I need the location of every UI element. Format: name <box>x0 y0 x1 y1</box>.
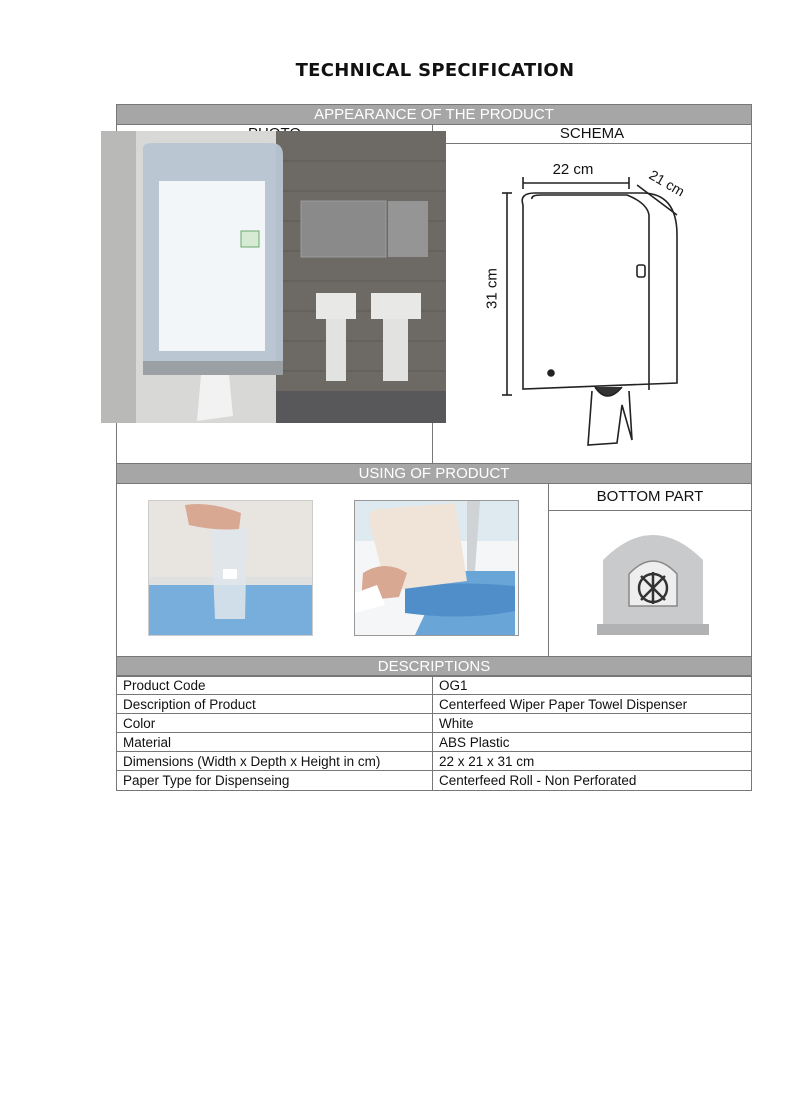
schema-label: SCHEMA <box>559 125 625 142</box>
table-row <box>117 675 751 695</box>
table-row <box>117 694 751 714</box>
spec-key: Material <box>123 735 172 750</box>
spec-value: 22 x 21 x 31 cm <box>439 754 535 769</box>
table-row <box>117 770 751 790</box>
spec-key: Dimensions (Width x Depth x Height in cm) <box>123 754 381 769</box>
spec-key: Description of Product <box>123 697 256 712</box>
appearance-band: APPEARANCE OF THE PRODUCT <box>117 105 751 125</box>
spec-key: Product Code <box>123 678 206 693</box>
descriptions-band: DESCRIPTIONS <box>117 656 751 677</box>
bottom-part-label: BOTTOM PART <box>596 488 704 505</box>
table-row <box>117 732 751 752</box>
table-row <box>117 713 751 733</box>
spec-value: Centerfeed Wiper Paper Towel Dispenser <box>439 697 688 712</box>
usage-photo-refill <box>354 500 519 636</box>
dim-height-label: 31 cm <box>483 268 501 309</box>
spec-sheet <box>116 104 752 791</box>
spec-value: White <box>439 716 474 731</box>
spec-value: ABS Plastic <box>439 735 510 750</box>
spec-value: Centerfeed Roll - Non Perforated <box>439 773 637 788</box>
spec-value: OG1 <box>439 678 468 693</box>
dim-width-label: 22 cm <box>552 161 594 178</box>
bottom-part-image <box>595 530 711 635</box>
spec-key: Paper Type for Dispenseing <box>123 773 290 788</box>
page-title: TECHNICAL SPECIFICATION <box>295 60 575 81</box>
usage-photo-open <box>148 500 313 636</box>
using-band: USING OF PRODUCT <box>117 463 751 484</box>
spec-key: Color <box>123 716 156 731</box>
product-photo <box>101 131 446 423</box>
product-schema <box>477 155 697 455</box>
table-row <box>117 751 751 771</box>
dim-depth-label: 21 cm <box>646 166 688 200</box>
